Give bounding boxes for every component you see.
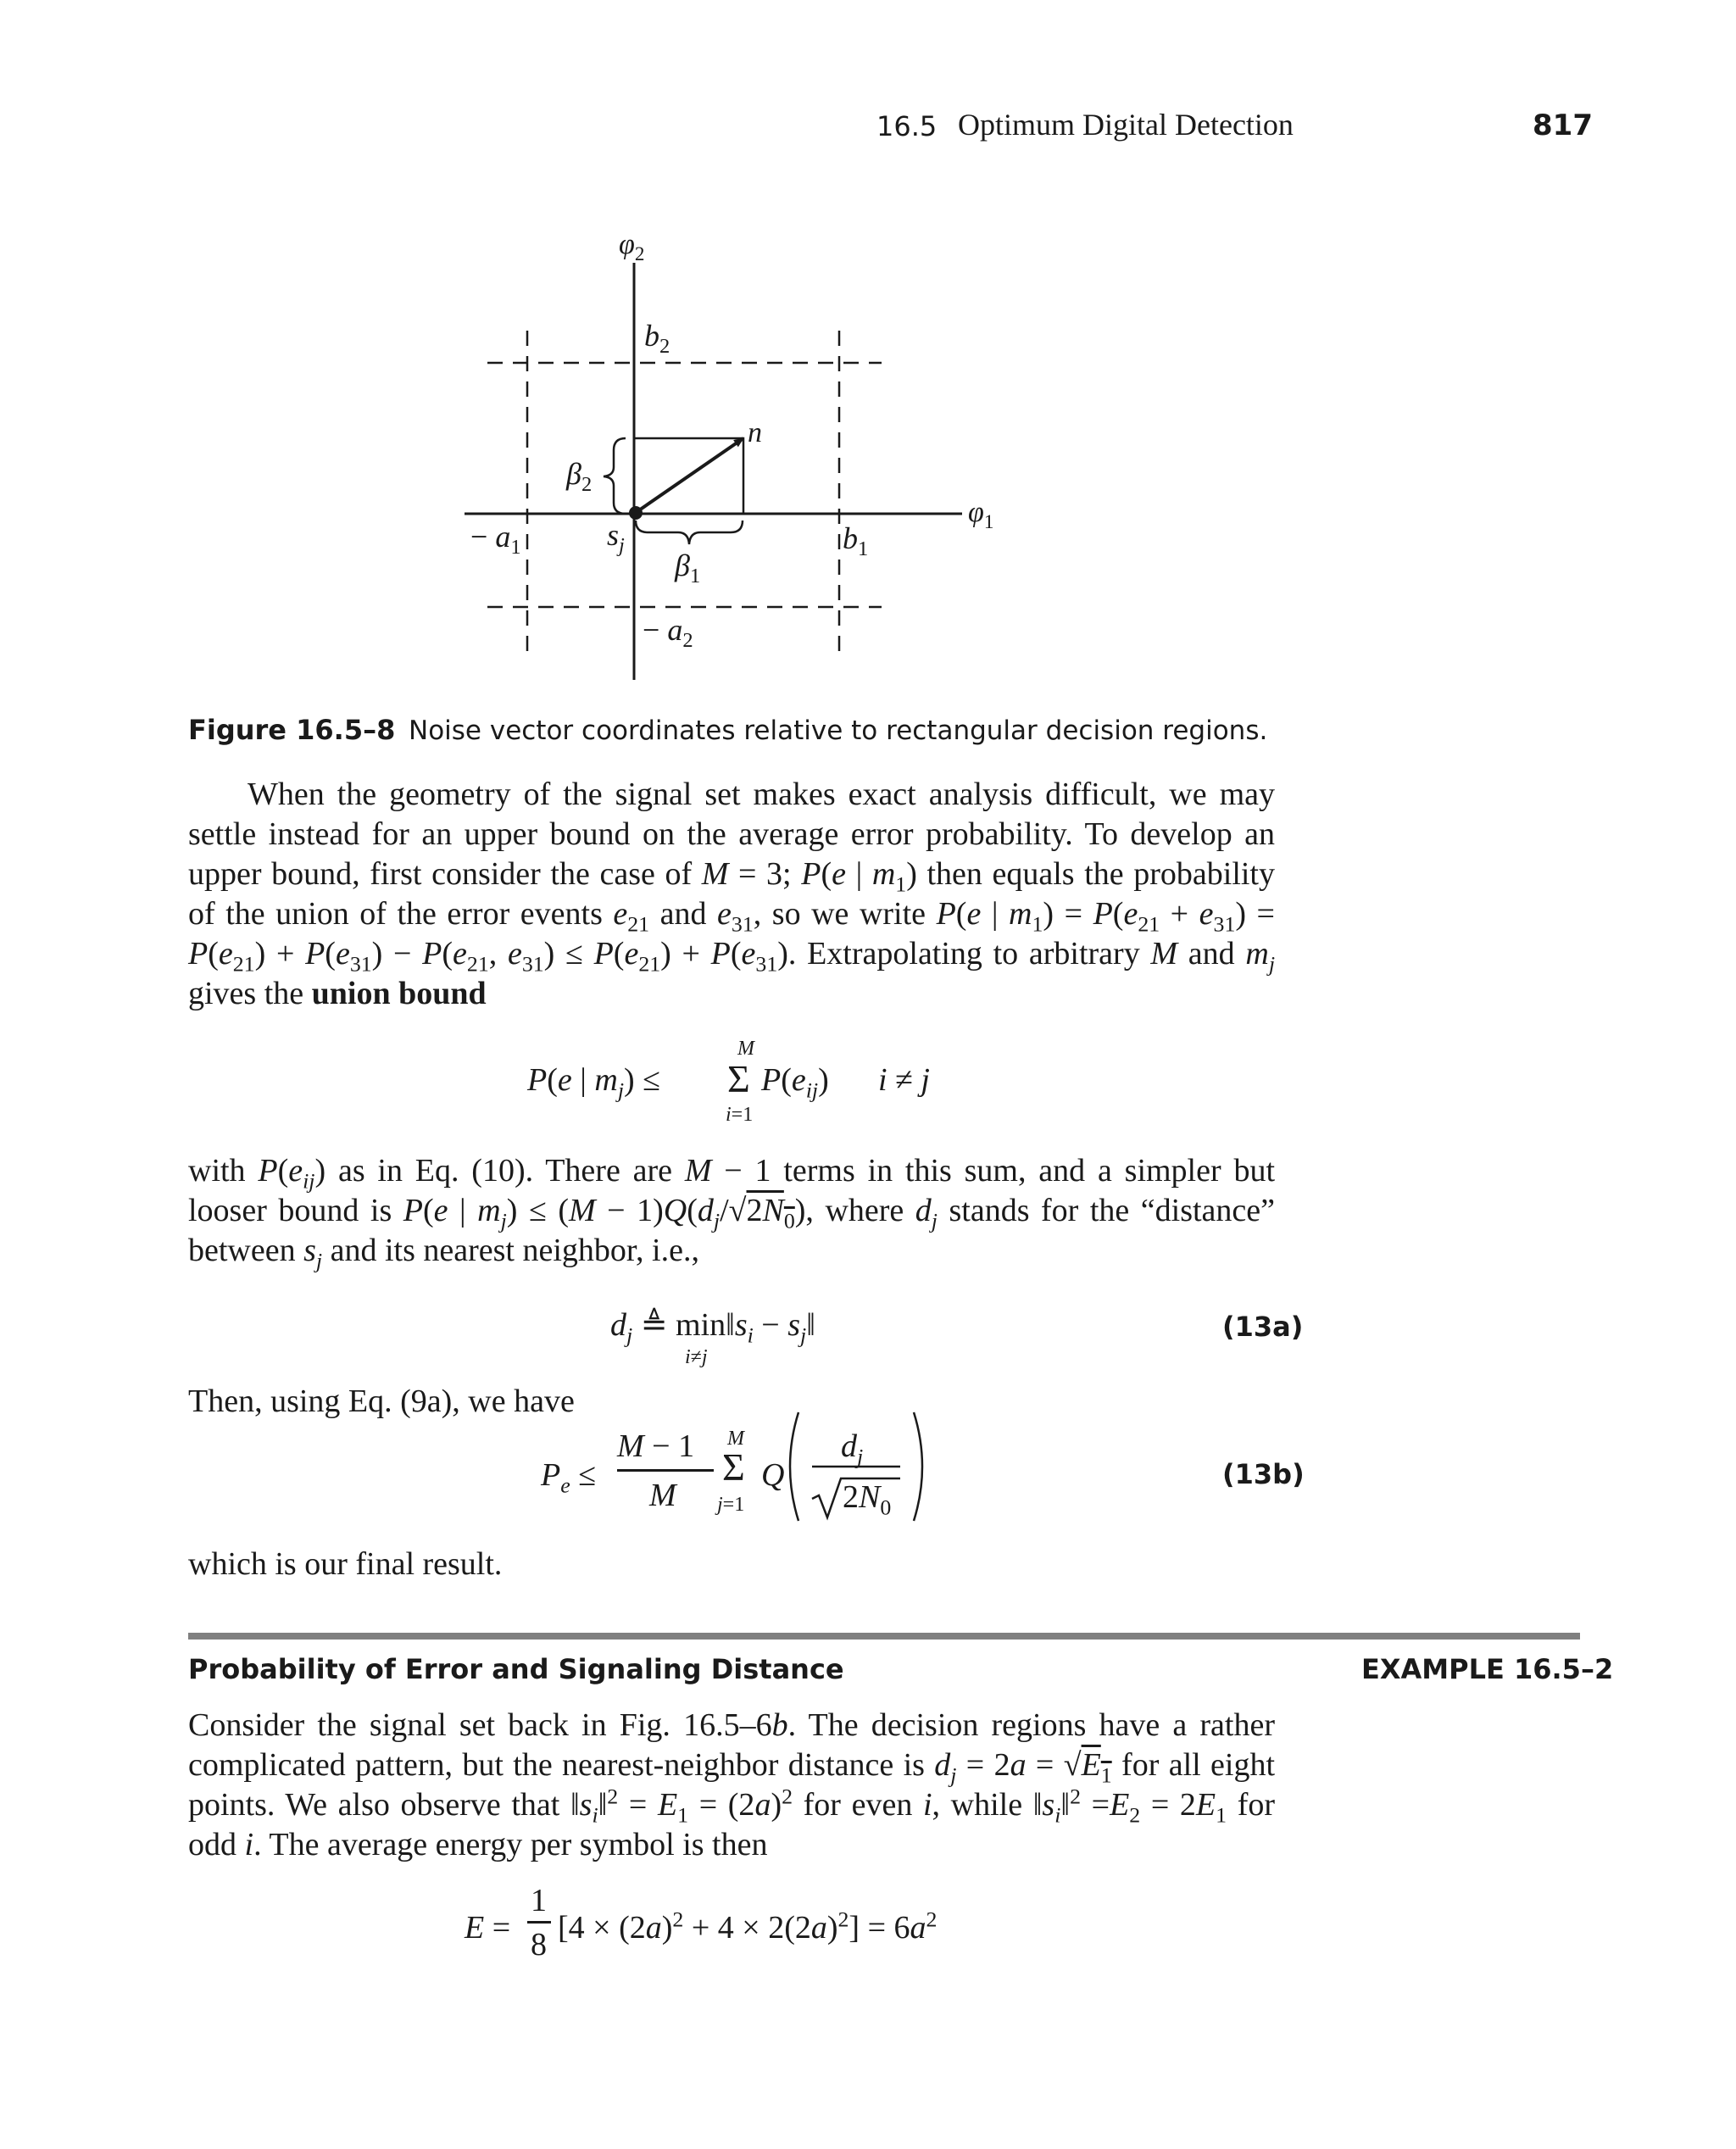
union-bound-term: $P(e_{ij})$	[761, 1062, 829, 1103]
noise-vector-arrow	[634, 438, 743, 514]
term-union-bound: union bound	[311, 976, 487, 1011]
energy-lhs: E =	[465, 1910, 511, 1946]
figure-decision-regions	[0, 0, 1736, 763]
sum2-upper-limit: M	[727, 1428, 744, 1450]
label-b1: $b_1$	[843, 521, 869, 561]
energy-frac-den: 8	[531, 1927, 547, 1962]
sum2-lower-limit: j=1	[717, 1494, 745, 1516]
union-bound-condition: i ≠ j	[878, 1062, 930, 1098]
figure-caption: Noise vector coordinates relative to rectangular decision regions.	[409, 715, 1268, 746]
energy-frac-num: 1	[531, 1883, 547, 1918]
paragraph-looser-bound: with $P(e_{ij})$ as in Eq. (10). There are M − 1 terms in this sum, and a simpler but looser bound is P(e | $m_j) \le (M - 1)Q(d_j/√2N_0)$, where $d_j$ stands for the “distance” between $s_j$ and its nearest neighbor, i.e.,	[188, 1153, 1276, 1273]
label-minus-a1: − $a_1$	[470, 520, 521, 560]
sum-lower-limit: i=1	[726, 1104, 754, 1126]
q-arg-numerator: $d_j$	[841, 1428, 864, 1469]
header-section-number: 16.5	[876, 110, 938, 142]
equation-13b-lhs: $P_e$ ≤	[541, 1457, 597, 1498]
brace-beta1	[636, 521, 743, 544]
brace-beta2	[604, 438, 626, 514]
example-title: Probability of Error and Signaling Distance	[188, 1653, 844, 1685]
fraction-denominator: M	[649, 1478, 676, 1513]
sum-upper-limit: M	[737, 1038, 754, 1060]
min-subscript: i≠j	[685, 1346, 708, 1368]
equation-number-13a: (13a)	[1222, 1311, 1304, 1343]
example-text: Consider the signal set back in Fig. 16.5–6b. The decision regions have a rather complicated pattern, but the nearest-neighbor distance is $d_j = 2a = √E_1$ for all eight points. We also observe that $‖s_i‖^2 = E_1 = (2a)^2$ for even i, while $‖s_i‖^2 =E_2 = 2E_1$ for odd i. The average energy per symbol is then	[188, 1707, 1276, 1862]
header-title: Optimum Digital Detection	[958, 108, 1294, 142]
figure-label: Figure 16.5–8	[188, 714, 396, 746]
paragraph-union-bound-intro: When the geometry of the signal set makes exact analysis difficult, we may settle instead for an upper bound on the average error probability. To develop an upper bound, first consider the case of M = 3; P(e | $m_1$) then equals the probability of the union of the error events $e_{21}$ and $e_{31}$, so we write P(e | $m_1) = P(e_{21} + e_{31}) = P(e_{21}) + P(e_{31}) - P(e_{21}$, $e_{31}) \le P(e_{21}) + P(e_{31})$. Extrapolating to arbitrary M and $m_j$ gives the union bound	[188, 777, 1275, 1011]
energy-frac-bar	[527, 1921, 551, 1924]
example-label: EXAMPLE 16.5–2	[1361, 1653, 1614, 1685]
energy-rhs: $[4 \times (2a)^2 + 4 \times 2(2a)^2] = 6a^2$	[558, 1907, 938, 1946]
fraction-numerator: M − 1	[617, 1428, 695, 1464]
equation-number-13b: (13b)	[1222, 1458, 1305, 1490]
label-beta2: $\beta_2$	[566, 457, 593, 497]
sum-symbol: Σ	[727, 1057, 750, 1100]
example-rule	[188, 1633, 1580, 1640]
equation-13a: $d_j$ ≜ $\min‖s_i$ − $s_j‖$	[610, 1307, 815, 1348]
label-minus-a2: − $a_2$	[643, 613, 693, 653]
q-function: Q	[761, 1457, 785, 1493]
label-phi1: $\varphi_1$	[968, 497, 994, 533]
equation-union-bound: P(e | $m_j$) ≤	[527, 1062, 661, 1103]
label-phi2: $\varphi_2$	[619, 229, 645, 265]
label-sj: $s_j$	[607, 518, 625, 558]
signal-point-sj	[629, 506, 643, 520]
label-b2: $b_2$	[644, 319, 670, 359]
paragraph-then: Then, using Eq. (9a), we have	[188, 1383, 575, 1419]
page-number: 817	[1533, 109, 1593, 142]
q-arg-denominator: $2N_0$	[843, 1479, 892, 1520]
paragraph-final-result: which is our final result.	[188, 1546, 503, 1582]
label-n: n	[748, 417, 762, 448]
fraction-bar	[617, 1469, 714, 1472]
sum2-symbol: Σ	[722, 1445, 745, 1489]
label-beta1: $\beta_1$	[675, 548, 701, 588]
